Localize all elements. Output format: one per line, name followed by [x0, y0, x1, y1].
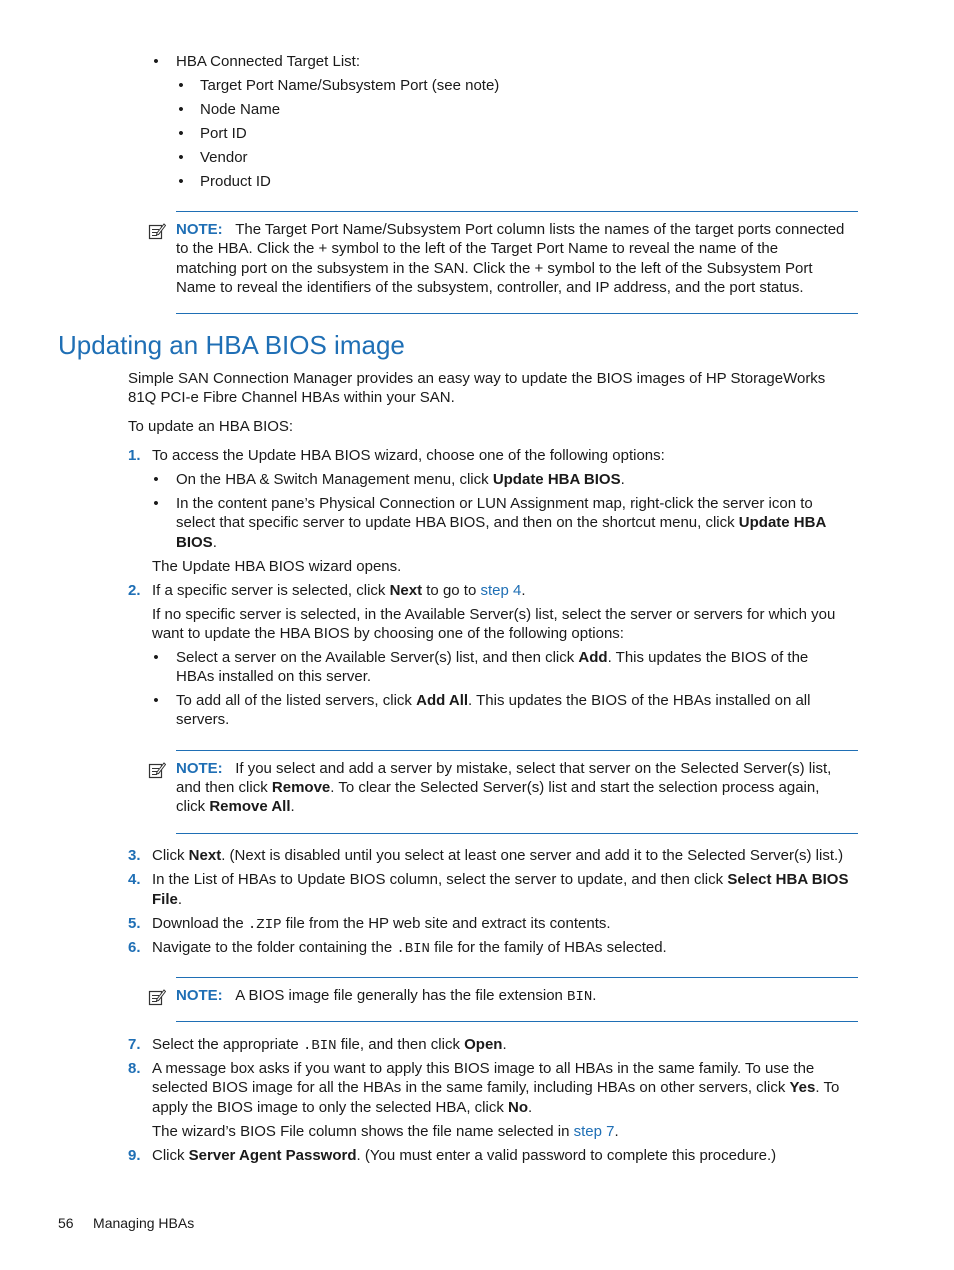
note-bottom-rule	[176, 1021, 858, 1022]
list-item: Port ID	[200, 125, 247, 142]
note-text: Name to reveal the identifiers of the subsystem, controller, and IP address, and the port status.	[176, 279, 804, 296]
step-text: Download the .ZIP file from the HP web site and extract its contents.	[152, 915, 611, 933]
bullet-text: To add all of the listed servers, click Add All. This updates the BIOS of the HBAs installed on all	[176, 692, 811, 709]
note-icon	[148, 988, 166, 1006]
step-text: selected BIOS image for all the HBAs in the same family, including HBAs on other servers, click Yes. To	[152, 1079, 840, 1096]
step-text: To access the Update HBA BIOS wizard, choose one of the following options:	[152, 447, 665, 464]
note-text: and then click Remove. To clear the Selected Server(s) list and start the selection process again,	[176, 779, 820, 796]
note-text: NOTE: The Target Port Name/Subsystem Port column lists the names of the target ports connected	[176, 221, 845, 238]
note-text: click Remove All.	[176, 798, 295, 815]
bullet-icon: •	[153, 53, 159, 70]
bullet-icon: •	[178, 77, 184, 94]
note-icon	[148, 222, 166, 240]
step-text: apply the BIOS image to only the selected HBA, click No.	[152, 1099, 533, 1116]
note-label: NOTE:	[176, 987, 223, 1004]
step-text: Navigate to the folder containing the .BIN file for the family of HBAs selected.	[152, 939, 667, 957]
step-paragraph: want to update the HBA BIOS by choosing one of the following options:	[152, 625, 624, 642]
bullet-icon: •	[153, 495, 159, 512]
step-number: 4.	[128, 871, 141, 888]
step-text: Click Next. (Next is disabled until you select at least one server and add it to the Selected Server(s) list.)	[152, 847, 844, 864]
step-7-link[interactable]: step 7	[573, 1123, 615, 1140]
list-item: Product ID	[200, 173, 271, 190]
lead-text: To update an HBA BIOS:	[128, 418, 294, 435]
list-item: Node Name	[200, 101, 281, 118]
bullet-icon: •	[153, 471, 159, 488]
step-number: 7.	[128, 1036, 141, 1053]
step-followup: The Update HBA BIOS wizard opens.	[152, 558, 402, 575]
page-footer	[58, 1214, 194, 1232]
step-number: 3.	[128, 847, 141, 864]
step-number: 6.	[128, 939, 141, 956]
step-number: 5.	[128, 915, 141, 932]
bullet-text: BIOS.	[176, 534, 217, 551]
bullet-text: On the HBA & Switch Management menu, click Update HBA BIOS.	[176, 471, 625, 488]
intro-text: 81Q PCI-e Fibre Channel HBAs within your SAN.	[128, 389, 455, 406]
note-text: matching port on the subsystem in the SAN. Click the + symbol to the left of the Subsystem Port	[176, 260, 813, 277]
bullet-icon: •	[153, 692, 159, 709]
intro-text: Simple SAN Connection Manager provides an easy way to update the BIOS images of HP StorageWorks	[128, 370, 826, 387]
bullet-icon: •	[178, 125, 184, 142]
bullet-icon: •	[178, 173, 184, 190]
bullet-text: select that specific server to update HBA BIOS, and then on the shortcut menu, click Update HBA	[176, 514, 827, 531]
step-text: A message box asks if you want to apply this BIOS image to all HBAs in the same family. To use the	[152, 1060, 815, 1077]
list-item: Vendor	[200, 149, 248, 166]
bullet-icon: •	[178, 101, 184, 118]
step-text: In the List of HBAs to Update BIOS column, select the server to update, and then click Select HBA BIOS	[152, 871, 849, 888]
note-text: to the HBA. Click the + symbol to the left of the Target Port Name to reveal the name of the	[176, 240, 779, 257]
step-text: Click Server Agent Password. (You must enter a valid password to complete this procedure.)	[152, 1147, 777, 1164]
step-text: If a specific server is selected, click Next to go to step 4.	[152, 582, 526, 599]
bullet-icon: •	[178, 149, 184, 166]
note-top-rule	[176, 750, 858, 751]
step-number: 1.	[128, 447, 141, 464]
note-bottom-rule	[176, 833, 858, 834]
step-text: Select the appropriate .BIN file, and then click Open.	[152, 1036, 507, 1054]
note-icon	[148, 761, 166, 779]
note-label: NOTE:	[176, 760, 223, 777]
note-top-rule	[176, 977, 858, 978]
page-number: 56	[58, 1215, 74, 1231]
bullet-text: In the content pane’s Physical Connection or LUN Assignment map, right-click the server icon to	[176, 495, 813, 512]
section-title: Updating an HBA BIOS image	[58, 330, 405, 360]
note-text: NOTE: A BIOS image file generally has the file extension BIN.	[176, 987, 597, 1005]
note-label: NOTE:	[176, 221, 223, 238]
note-top-rule	[176, 211, 858, 212]
list-item: Target Port Name/Subsystem Port (see note)	[200, 77, 500, 94]
step-number: 9.	[128, 1147, 141, 1164]
bullet-icon: •	[153, 649, 159, 666]
step-followup: The wizard’s BIOS File column shows the file name selected in step 7.	[152, 1123, 619, 1140]
bullet-text: servers.	[176, 711, 230, 728]
step-number: 2.	[128, 582, 141, 599]
footer-section: Managing HBAs	[93, 1215, 195, 1231]
note-text: NOTE: If you select and add a server by mistake, select that server on the Selected Server(s) list,	[176, 760, 832, 777]
bullet-text: Select a server on the Available Server(s) list, and then click Add. This updates the BIOS of the	[176, 649, 809, 666]
step-4-link[interactable]: step 4	[480, 582, 522, 599]
list-heading: HBA Connected Target List:	[176, 53, 360, 70]
note-bottom-rule	[176, 313, 858, 314]
bullet-text: HBAs installed on this server.	[176, 668, 372, 685]
step-number: 8.	[128, 1060, 141, 1077]
step-text: File.	[152, 891, 183, 908]
step-paragraph: If no specific server is selected, in the Available Server(s) list, select the server or servers for which you	[152, 606, 836, 623]
